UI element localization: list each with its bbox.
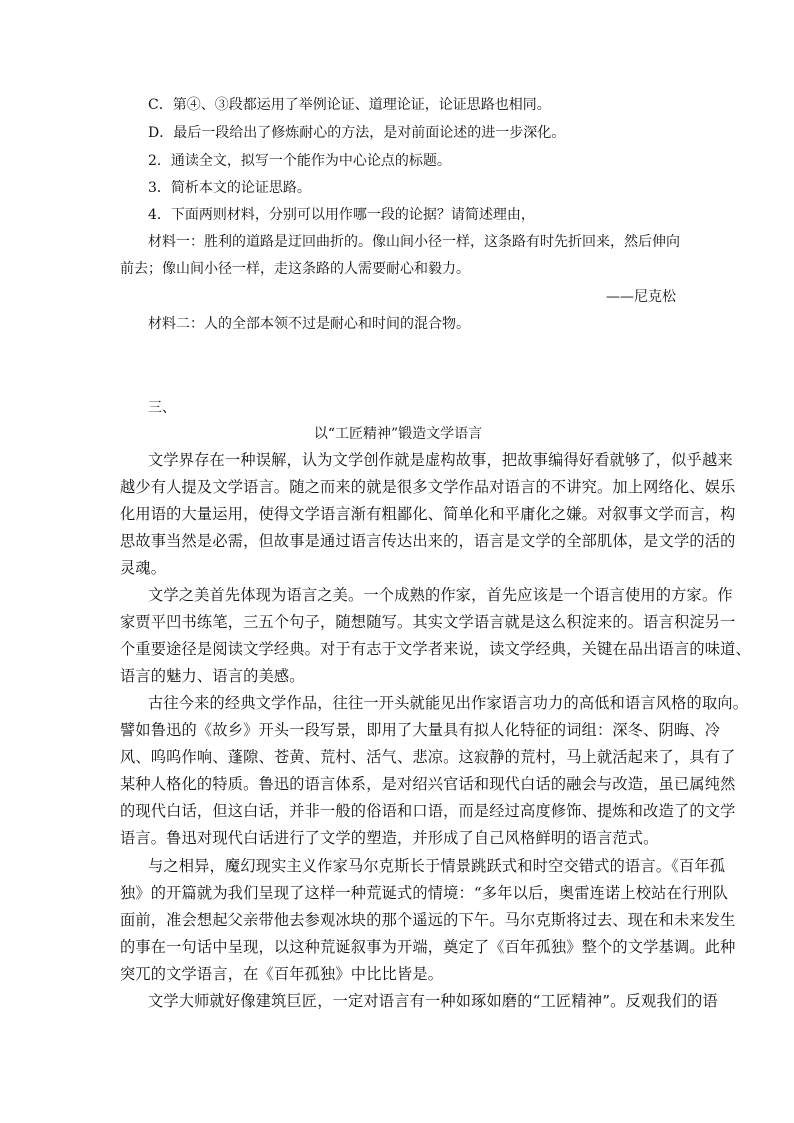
section-marker: 三、 xyxy=(148,400,176,416)
paragraph-line: 文学界存在一种误解，认为文学创作就是虚构故事，把故事编得好看就够了，似乎越来 xyxy=(148,451,733,469)
paragraph-line: 的事在一句话中呈现，以这种荒诞叙事为开端，奠定了《百年孤独》整个的文学基调。此种 xyxy=(120,938,736,956)
paragraph-line: 文学之美首先体现为语言之美。一个成熟的作家，首先应该是一个语言使用的方家。作 xyxy=(148,586,733,604)
option-d: D．最后一段给出了修炼耐心的方法，是对前面论述的进一步深化。 xyxy=(148,125,566,141)
paragraph-line: 与之相异，魔幻现实主义作家马尔克斯长于情景跳跃式和时空交错式的语言。《百年孤 xyxy=(148,857,726,875)
paragraph-line: 譬如鲁迅的《故乡》开头一段写景，即用了大量具有拟人化特征的词组：深冬、阴晦、冷 xyxy=(120,721,721,739)
paragraph-line: 文学大师就好像建筑巨匠，一定对语言有一种如琢如磨的“工匠精神”。反观我们的语 xyxy=(148,992,718,1010)
paragraph-line: 面前，准会想起父亲带他去参观冰块的那个遥远的下午。马尔克斯将过去、现在和未来发生 xyxy=(120,911,736,929)
paragraph-line: 风、呜呜作响、蓬隙、苍黄、荒村、活气、悲凉。这寂静的荒村，马上就活起来了，具有了 xyxy=(120,748,736,766)
material-one-line-1: 材料一：胜利的道路是迂回曲折的。像山间小径一样，这条路有时先折回来，然后伸向 xyxy=(148,234,680,250)
paragraph-line: 古往今来的经典文学作品，往往一开头就能见出作家语言功力的高低和语言风格的取向。 xyxy=(148,694,749,712)
paragraph-line: 化用语的大量运用，使得文学语言渐有粗鄙化、简单化和平庸化之嫌。对叙事文学而言，构 xyxy=(120,505,736,523)
article-title: 以“工匠精神”锻造文学语言 xyxy=(313,426,483,442)
question-3: 3．简析本文的论证思路。 xyxy=(148,180,311,196)
paragraph-line: 的现代白话，但这白话，并非一般的俗语和口语，而是经过高度修饰、提炼和改造了的文学 xyxy=(120,802,736,820)
paragraph-line: 越少有人提及文学语言。随之而来的就是很多文学作品对语言的不讲究。加上网络化、娱乐 xyxy=(120,478,736,496)
question-4: 4．下面两则材料，分别可以用作哪一段的论据？请简述理由， xyxy=(148,207,535,223)
material-one-line-2: 前去；像山间小径一样，走这条路的人需要耐心和毅力。 xyxy=(120,261,470,277)
material-one-source: ——尼克松 xyxy=(606,289,676,305)
paragraph-line: 突兀的文学语言，在《百年孤独》中比比皆是。 xyxy=(120,965,444,983)
paragraph-line: 思故事当然是必需，但故事是通过语言传达出来的，语言是文学的全部肌体，是文学的活的 xyxy=(120,532,736,550)
paragraph-line: 家贾平凹书练笔，三五个句子，随想随写。其实文学语言就是这么积淀来的。语言积淀另一 xyxy=(120,613,736,631)
question-2: 2．通读全文，拟写一个能作为中心论点的标题。 xyxy=(148,153,451,169)
material-two: 材料二：人的全部本领不过是耐心和时间的混合物。 xyxy=(148,316,470,332)
paragraph-line: 灵魂。 xyxy=(120,559,167,577)
paragraph-line: 语言。鲁迅对现代白话进行了文学的塑造，并形成了自己风格鲜明的语言范式。 xyxy=(120,829,659,847)
paragraph-line: 语言的魅力、语言的美感。 xyxy=(120,667,305,685)
paragraph-line: 独》的开篇就为我们呈现了这样一种荒诞式的情境：“多年以后，奥雷连诺上校站在行刑队 xyxy=(120,884,729,902)
paragraph-line: 某种人格化的特质。鲁迅的语言体系，是对绍兴官话和现代白话的融会与改造，虽已属纯然 xyxy=(120,775,736,793)
option-c: C．第④、③段都运用了举例论证、道理论证，论证思路也相同。 xyxy=(148,97,551,113)
paragraph-line: 个重要途径是阅读文学经典。对于有志于文学者来说，读文学经典，关键在品出语言的味道、 xyxy=(120,640,751,658)
